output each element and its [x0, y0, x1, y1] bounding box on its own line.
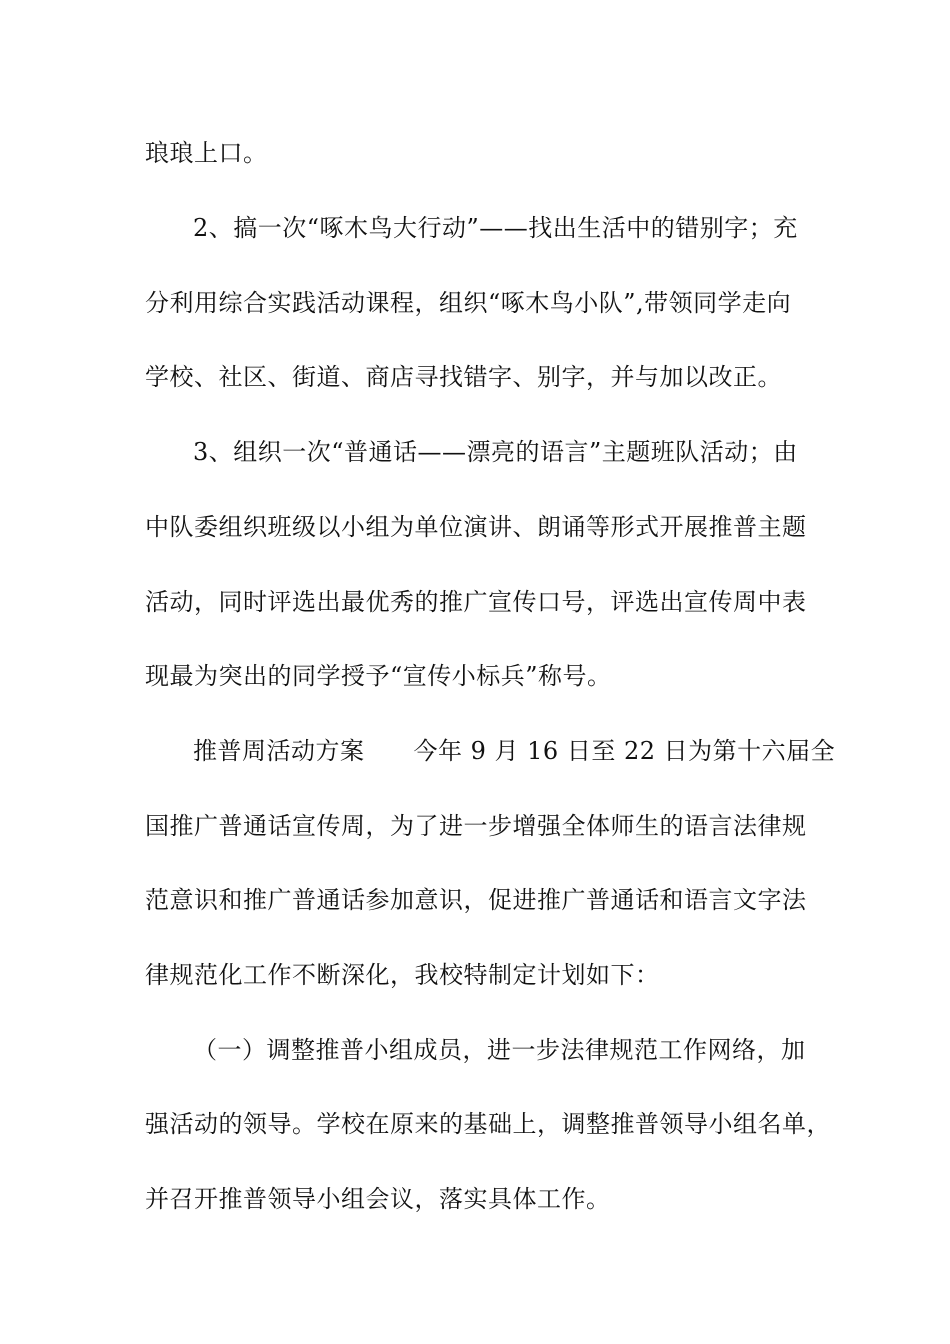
- paragraph-line: 律规范化工作不断深化，我校特制定计划如下：: [145, 961, 660, 989]
- paragraph-line: （一）调整推普小组成员，进一步法律规范工作网络，加: [193, 1036, 806, 1064]
- paragraph-line: 分利用综合实践活动课程，组织“啄木鸟小队”,带领同学走向: [145, 289, 792, 317]
- paragraph-line: 学校、社区、街道、商店寻找错字、别字，并与加以改正。: [145, 363, 782, 391]
- paragraph-line: 范意识和推广普通话参加意识，促进推广普通话和语言文字法: [145, 886, 807, 914]
- paragraph-line: 琅琅上口。: [145, 139, 268, 167]
- paragraph-line: 2、搞一次“啄木鸟大行动”——找出生活中的错别字；充: [193, 214, 798, 242]
- paragraph-line: 推普周活动方案 今年 9 月 16 日至 22 日为第十六届全: [193, 737, 836, 765]
- paragraph-line: 强活动的领导。学校在原来的基础上，调整推普领导小组名单，: [145, 1110, 831, 1138]
- paragraph-line: 3、组织一次“普通话——漂亮的语言”主题班队活动；由: [193, 438, 798, 466]
- paragraph-line: 现最为突出的同学授予“宣传小标兵”称号。: [145, 662, 612, 690]
- paragraph-line: 国推广普通话宣传周，为了进一步增强全体师生的语言法律规: [145, 812, 807, 840]
- paragraph-line: 并召开推普领导小组会议，落实具体工作。: [145, 1185, 611, 1213]
- paragraph-line: 活动，同时评选出最优秀的推广宣传口号，评选出宣传周中表: [145, 588, 807, 616]
- paragraph-line: 中队委组织班级以小组为单位演讲、朗诵等形式开展推普主题: [145, 513, 807, 541]
